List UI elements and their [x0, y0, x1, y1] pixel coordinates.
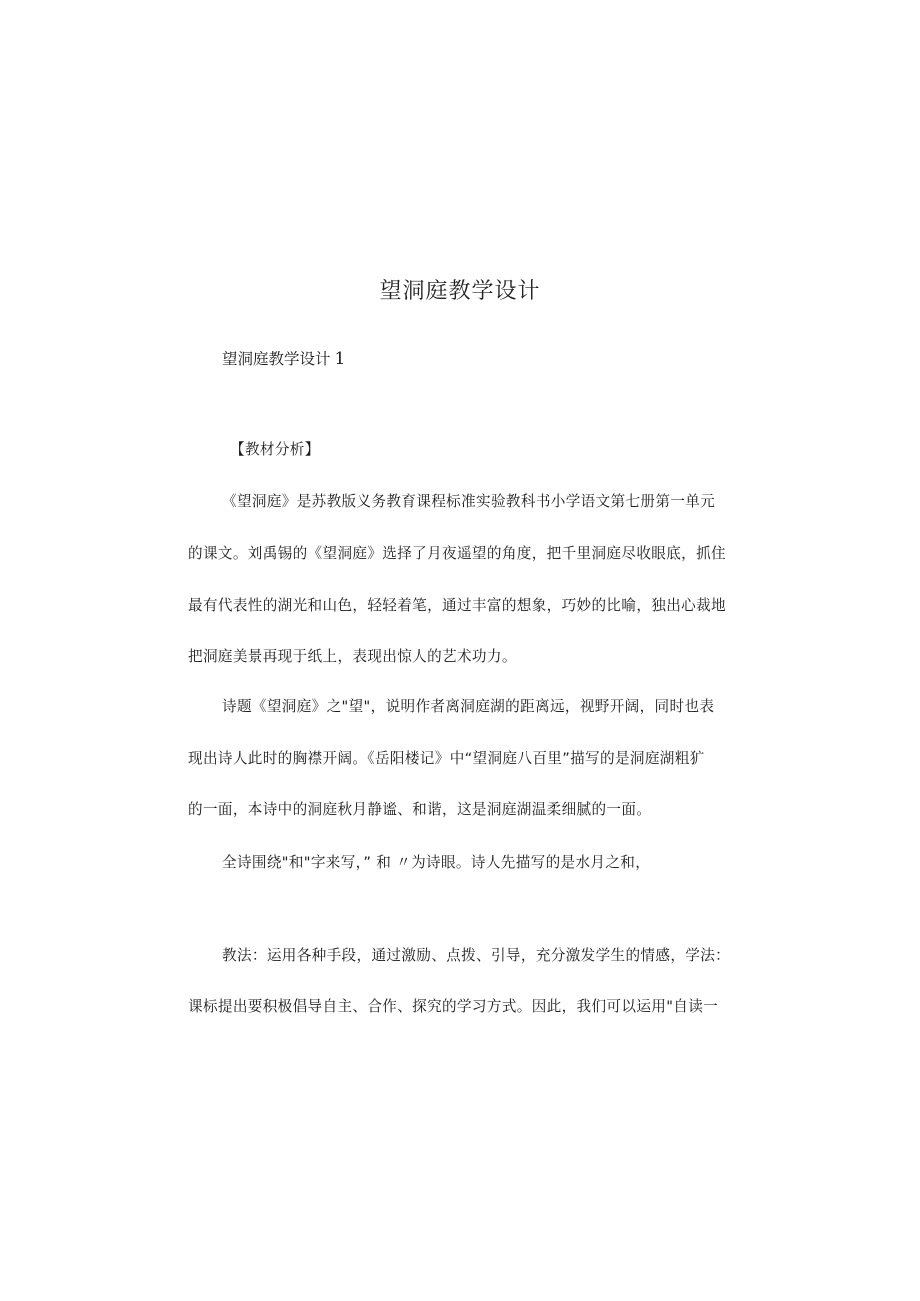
paragraph-line: 教法：运用各种手段，通过激励、点拨、引导，充分激发学生的情感，学法： [222, 947, 731, 964]
paragraph-line: 现出诗人此时的胸襟开阔。《岳阳楼记》中“望洞庭八百里”描写的是洞庭湖粗犷 [188, 750, 705, 767]
paragraph-line: 全诗围绕"和"字来写，” 和 〃为诗眼。诗人先描写的是水月之和， [222, 854, 651, 871]
paragraph-line: 《望洞庭》是苏教版义务教育课程标准实验教科书小学语文第七册第一单元 [222, 493, 716, 510]
section-heading: 【教材分析】 [230, 441, 320, 458]
paragraph-line: 最有代表性的湖光和山色，轻轻着笔，通过丰富的想象，巧妙的比喻，独出心裁地 [188, 597, 726, 614]
paragraph-line: 课标提出要积极倡导自主、合作、探究的学习方式。因此，我们可以运用"自读一 [188, 998, 719, 1015]
subtitle-text: 望洞庭教学设计 [222, 350, 331, 368]
subtitle-number: 1 [334, 349, 346, 369]
paragraph-line: 把洞庭美景再现于纸上，表现出惊人的艺术功力。 [188, 648, 517, 665]
paragraph-line: 的课文。刘禹锡的《望洞庭》选择了月夜遥望的角度，把千里洞庭尽收眼底，抓住 [188, 545, 726, 562]
document-title: 望洞庭教学设计 [379, 279, 541, 304]
document-subtitle [222, 348, 345, 370]
paragraph-line: 的一面，本诗中的洞庭秋月静谧、和谐，这是洞庭湖温柔细腻的一面。 [188, 801, 652, 818]
paragraph-line: 诗题《望洞庭》之"望"，说明作者离洞庭湖的距离远，视野开阔，同时也表 [222, 698, 715, 715]
